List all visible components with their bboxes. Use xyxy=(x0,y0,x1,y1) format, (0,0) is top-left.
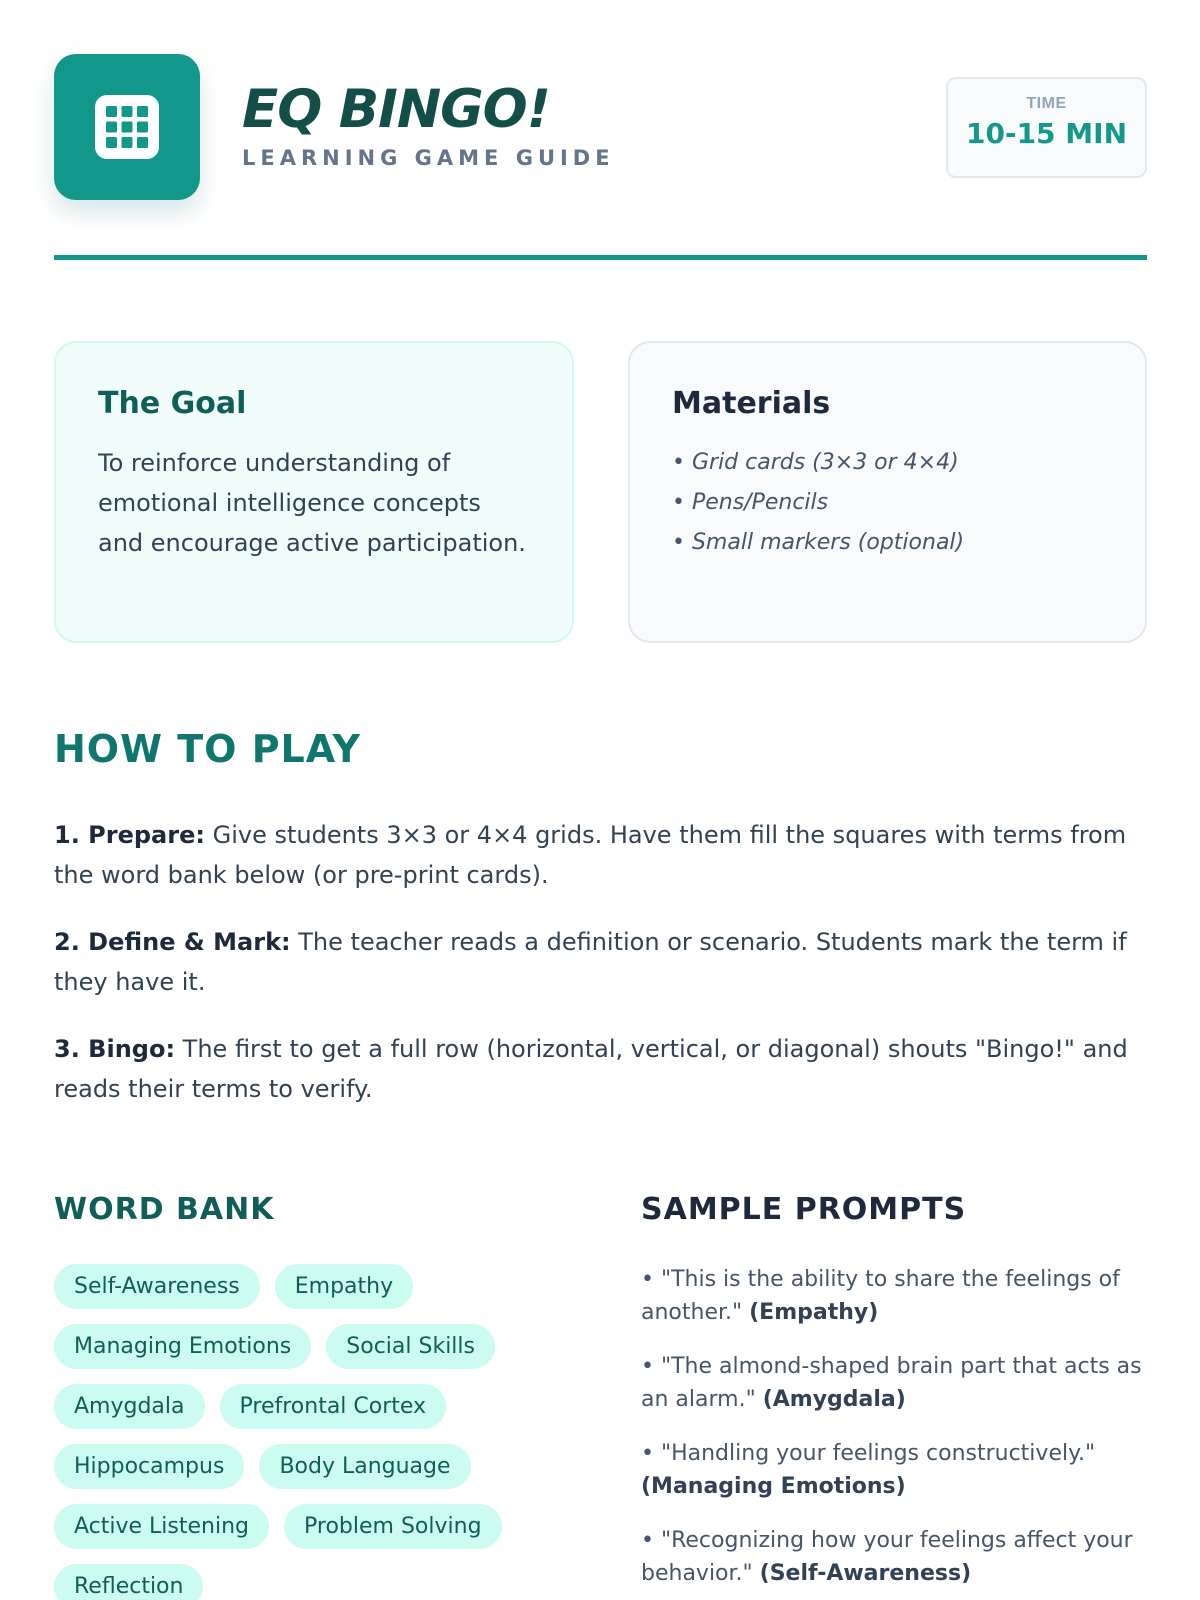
step-text: The first to get a full row (horizontal, vertical, or diagonal) shouts "Bingo!" and reads their terms to verify. xyxy=(54,1035,1128,1103)
step-item xyxy=(54,815,1147,895)
materials-item: • Grid cards (3×3 or 4×4) xyxy=(672,450,959,475)
step-text: The teacher reads a definition or scenario. Students mark the term if they have it. xyxy=(54,928,1127,996)
materials-title: Materials xyxy=(672,386,831,421)
page-header xyxy=(54,54,1147,260)
word-chip: Body Language xyxy=(259,1444,470,1489)
prompt-answer: (Amygdala) xyxy=(762,1387,906,1412)
sample-prompts-title: SAMPLE PROMPTS xyxy=(641,1192,967,1227)
materials-item: • Pens/Pencils xyxy=(672,490,829,515)
page-title: EQ BINGO! xyxy=(242,79,550,140)
sample-prompts-list xyxy=(641,1263,1147,1600)
word-chip: Social Skills xyxy=(326,1324,495,1369)
prompt-text: • "This is the ability to share the feelings of another." xyxy=(641,1267,1120,1325)
word-chip: Reflection xyxy=(54,1564,203,1600)
word-chip: Active Listening xyxy=(54,1504,269,1549)
goal-card xyxy=(54,341,574,643)
materials-list xyxy=(672,443,1105,563)
word-bank-chips xyxy=(54,1264,574,1600)
time-label: TIME xyxy=(1026,95,1067,112)
prompt-item xyxy=(641,1437,1147,1503)
logo xyxy=(54,54,200,200)
steps-list xyxy=(54,815,1147,1136)
word-chip: Prefrontal Cortex xyxy=(220,1384,447,1429)
prompt-text: • "Handling your feelings constructively." xyxy=(641,1441,1096,1466)
grid-icon xyxy=(93,93,161,161)
word-bank-title: WORD BANK xyxy=(54,1192,275,1227)
prompt-item xyxy=(641,1350,1147,1416)
time-value: 10-15 MIN xyxy=(965,117,1127,150)
prompt-text: • "The almond-shaped brain part that acts as an alarm." xyxy=(641,1354,1142,1412)
step-label: 1. Prepare: xyxy=(54,821,205,849)
step-item xyxy=(54,1029,1147,1109)
word-chip: Hippocampus xyxy=(54,1444,244,1489)
how-to-play-title: HOW TO PLAY xyxy=(54,727,362,771)
materials-item: • Small markers (optional) xyxy=(672,530,965,555)
word-chip: Empathy xyxy=(275,1264,413,1309)
prompt-text: • "Recognizing how your feelings affect your behavior." xyxy=(641,1528,1133,1586)
step-text: Give students 3×3 or 4×4 grids. Have them fill the squares with terms from the word bank below (or pre-print cards). xyxy=(54,821,1127,889)
prompt-answer: (Self-Awareness) xyxy=(759,1561,972,1586)
word-chip: Amygdala xyxy=(54,1384,205,1429)
step-item xyxy=(54,922,1147,1002)
time-badge xyxy=(946,77,1147,178)
step-label: 3. Bingo: xyxy=(54,1035,176,1063)
word-chip: Self-Awareness xyxy=(54,1264,260,1309)
materials-card xyxy=(628,341,1147,643)
prompt-item xyxy=(641,1524,1147,1590)
page-subtitle: LEARNING GAME GUIDE xyxy=(242,146,615,170)
prompt-answer: (Managing Emotions) xyxy=(641,1474,906,1499)
prompt-answer: (Empathy) xyxy=(749,1300,879,1325)
word-chip: Managing Emotions xyxy=(54,1324,311,1369)
goal-text: To reinforce understanding of emotional intelligence concepts and encourage active participation. xyxy=(98,449,526,557)
prompt-item xyxy=(641,1263,1147,1329)
step-label: 2. Define & Mark: xyxy=(54,928,291,956)
word-chip: Problem Solving xyxy=(284,1504,502,1549)
goal-title: The Goal xyxy=(98,386,247,421)
